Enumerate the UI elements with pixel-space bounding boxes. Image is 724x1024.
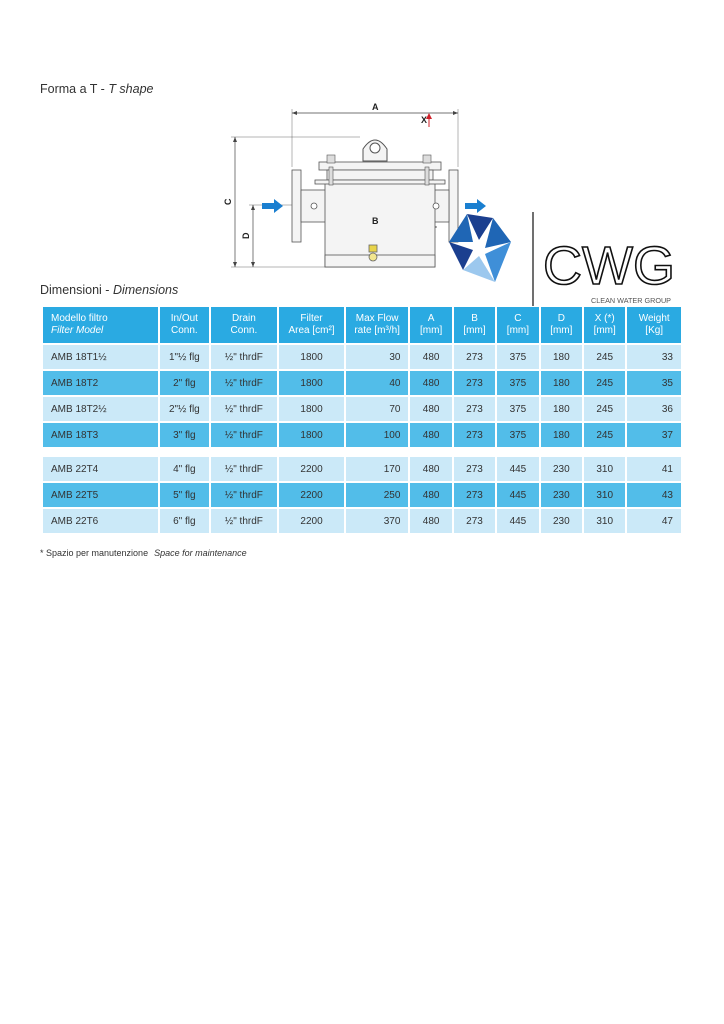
table-row bbox=[43, 457, 681, 481]
column-header-line2: Filter Model bbox=[51, 325, 104, 336]
table-cell: 480 bbox=[410, 371, 451, 395]
column-header bbox=[454, 307, 495, 343]
table-cell: 375 bbox=[497, 345, 538, 369]
table-cell: AMB 18T2½ bbox=[43, 397, 158, 421]
table-cell: 1"½ flg bbox=[160, 345, 208, 369]
title-t-shape-en: T shape bbox=[108, 82, 154, 96]
table-body bbox=[43, 345, 681, 533]
table-cell: 480 bbox=[410, 483, 451, 507]
section-title-dimensions bbox=[40, 283, 178, 297]
column-header-line1: B bbox=[471, 313, 478, 324]
table-cell: AMB 18T2 bbox=[43, 371, 158, 395]
table-cell: 41 bbox=[627, 457, 681, 481]
title-dimensions-en: Dimensions bbox=[112, 283, 179, 297]
column-header-line2: Conn. bbox=[230, 325, 258, 336]
column-header-line2: [mm] bbox=[420, 325, 443, 336]
table-cell: 375 bbox=[497, 397, 538, 421]
table-cell: 180 bbox=[541, 423, 582, 447]
table-cell: AMB 22T6 bbox=[43, 509, 158, 533]
column-header-line1: Drain bbox=[231, 313, 256, 324]
table-cell: 310 bbox=[584, 509, 625, 533]
table-cell: 273 bbox=[454, 457, 495, 481]
table-cell: 70 bbox=[346, 397, 409, 421]
table-row bbox=[43, 345, 681, 369]
footnote-en: Space for maintenance bbox=[154, 548, 247, 558]
column-header bbox=[279, 307, 344, 343]
column-header-line1: Max Flow bbox=[355, 313, 399, 324]
table-cell: 1800 bbox=[279, 423, 344, 447]
table-cell: ½" thrdF bbox=[211, 397, 278, 421]
column-header bbox=[410, 307, 451, 343]
table-cell: 170 bbox=[346, 457, 409, 481]
table-cell: 36 bbox=[627, 397, 681, 421]
label-d: D bbox=[241, 232, 251, 239]
footnote-it: * Spazio per manutenzione bbox=[40, 548, 149, 558]
table-cell: 480 bbox=[410, 457, 451, 481]
table-cell: 480 bbox=[410, 345, 451, 369]
column-header-line1: Filter bbox=[300, 313, 323, 324]
table-cell: ½" thrdF bbox=[211, 509, 278, 533]
table-cell: 273 bbox=[454, 423, 495, 447]
table-cell: 375 bbox=[497, 423, 538, 447]
table-cell: 3" flg bbox=[160, 423, 208, 447]
filter-body bbox=[325, 183, 435, 267]
table-cell: 100 bbox=[346, 423, 409, 447]
table-cell: 445 bbox=[497, 457, 538, 481]
section-title-t-shape bbox=[40, 82, 153, 96]
drain-fitting bbox=[369, 245, 377, 252]
table-cell: 245 bbox=[584, 345, 625, 369]
table-row bbox=[43, 509, 681, 533]
table-cell: 2" flg bbox=[160, 371, 208, 395]
column-header-line2: [mm] bbox=[506, 325, 530, 336]
table-cell: AMB 22T5 bbox=[43, 483, 158, 507]
column-header bbox=[160, 307, 208, 343]
table-cell: 4" flg bbox=[160, 457, 208, 481]
table-cell: 480 bbox=[410, 397, 451, 421]
table-row bbox=[43, 371, 681, 395]
table-cell: 43 bbox=[627, 483, 681, 507]
column-header bbox=[541, 307, 582, 343]
table-cell: 33 bbox=[627, 345, 681, 369]
column-header bbox=[584, 307, 625, 343]
table-cell: 230 bbox=[541, 483, 582, 507]
column-header-line2: [Kg] bbox=[645, 325, 664, 336]
table-group-gap bbox=[43, 449, 681, 455]
table-cell: 1800 bbox=[279, 371, 344, 395]
column-header bbox=[346, 307, 409, 343]
table-cell: 245 bbox=[584, 371, 625, 395]
table-cell: 273 bbox=[454, 371, 495, 395]
column-header-line2: [mm] bbox=[550, 325, 573, 336]
column-header-line1: In/Out bbox=[170, 313, 198, 324]
table-cell: 180 bbox=[541, 397, 582, 421]
table-cell: 273 bbox=[454, 483, 495, 507]
table-cell: 375 bbox=[497, 371, 538, 395]
footnote bbox=[40, 548, 247, 558]
table-cell: ½" thrdF bbox=[211, 371, 278, 395]
column-header-line2: Conn. bbox=[171, 325, 198, 336]
table-cell: 370 bbox=[346, 509, 409, 533]
table-cell: 2"½ flg bbox=[160, 397, 208, 421]
table-cell: 37 bbox=[627, 423, 681, 447]
table-cell: 273 bbox=[454, 345, 495, 369]
table-cell: 245 bbox=[584, 397, 625, 421]
logo-brand: CWG bbox=[543, 236, 675, 296]
table-cell: 230 bbox=[541, 509, 582, 533]
table-cell: ½" thrdF bbox=[211, 423, 278, 447]
inlet-arrow bbox=[262, 199, 283, 213]
title-dimensions-it: Dimensioni - bbox=[40, 283, 113, 297]
table-cell: 6" flg bbox=[160, 509, 208, 533]
table-cell: 2200 bbox=[279, 483, 344, 507]
table-header-row bbox=[43, 307, 681, 343]
column-header-line1: Weight bbox=[638, 313, 670, 324]
column-header-line2: [mm] bbox=[593, 325, 616, 336]
table-cell: 245 bbox=[584, 423, 625, 447]
logo-tagline: CLEAN WATER GROUP bbox=[591, 298, 672, 305]
table-cell: 230 bbox=[541, 457, 582, 481]
label-x: X bbox=[421, 115, 428, 125]
table-cell: 1800 bbox=[279, 345, 344, 369]
column-header-line1: D bbox=[557, 313, 565, 324]
column-header bbox=[211, 307, 278, 343]
table-row bbox=[43, 423, 681, 447]
table-cell: 310 bbox=[584, 483, 625, 507]
table-cell: 2200 bbox=[279, 457, 344, 481]
cwg-logo bbox=[445, 212, 685, 306]
table-cell: 445 bbox=[497, 509, 538, 533]
column-header bbox=[627, 307, 681, 343]
table-cell: 47 bbox=[627, 509, 681, 533]
table-cell: 180 bbox=[541, 371, 582, 395]
label-a: A bbox=[372, 102, 379, 112]
table-cell: 310 bbox=[584, 457, 625, 481]
table-cell: 1800 bbox=[279, 397, 344, 421]
column-header-line1: C bbox=[514, 313, 522, 324]
column-header-line1: Modello filtro bbox=[51, 313, 108, 324]
table-cell: 273 bbox=[454, 397, 495, 421]
table-cell: 30 bbox=[346, 345, 409, 369]
label-b: B bbox=[372, 216, 379, 226]
table-cell: 445 bbox=[497, 483, 538, 507]
table-row bbox=[43, 397, 681, 421]
table-cell: 2200 bbox=[279, 509, 344, 533]
table-cell: 480 bbox=[410, 423, 451, 447]
table-cell: 5" flg bbox=[160, 483, 208, 507]
column-header-line1: X (*) bbox=[594, 313, 615, 324]
column-header bbox=[43, 307, 158, 343]
column-header bbox=[497, 307, 538, 343]
table-cell: ½" thrdF bbox=[211, 457, 278, 481]
table-cell: 480 bbox=[410, 509, 451, 533]
title-t-shape-it: Forma a T - bbox=[40, 82, 109, 96]
table-cell: AMB 18T3 bbox=[43, 423, 158, 447]
column-header-line2: [mm] bbox=[463, 325, 486, 336]
label-c: C bbox=[223, 198, 233, 205]
table-cell: 250 bbox=[346, 483, 409, 507]
left-flange bbox=[292, 170, 301, 242]
column-header-line2: rate [m³/h] bbox=[354, 325, 400, 336]
table-cell: 35 bbox=[627, 371, 681, 395]
column-header-line2: Area [cm²] bbox=[288, 325, 335, 336]
table-cell: 273 bbox=[454, 509, 495, 533]
table-cell: AMB 22T4 bbox=[43, 457, 158, 481]
column-header-line1: A bbox=[427, 313, 435, 324]
table-cell: 40 bbox=[346, 371, 409, 395]
table-row bbox=[43, 483, 681, 507]
outlet-arrow bbox=[465, 199, 486, 213]
table-cell: AMB 18T1½ bbox=[43, 345, 158, 369]
table-cell: ½" thrdF bbox=[211, 345, 278, 369]
pinwheel-logo-icon bbox=[449, 214, 511, 282]
table-cell: 180 bbox=[541, 345, 582, 369]
dimensions-table bbox=[41, 305, 683, 535]
table-cell: ½" thrdF bbox=[211, 483, 278, 507]
